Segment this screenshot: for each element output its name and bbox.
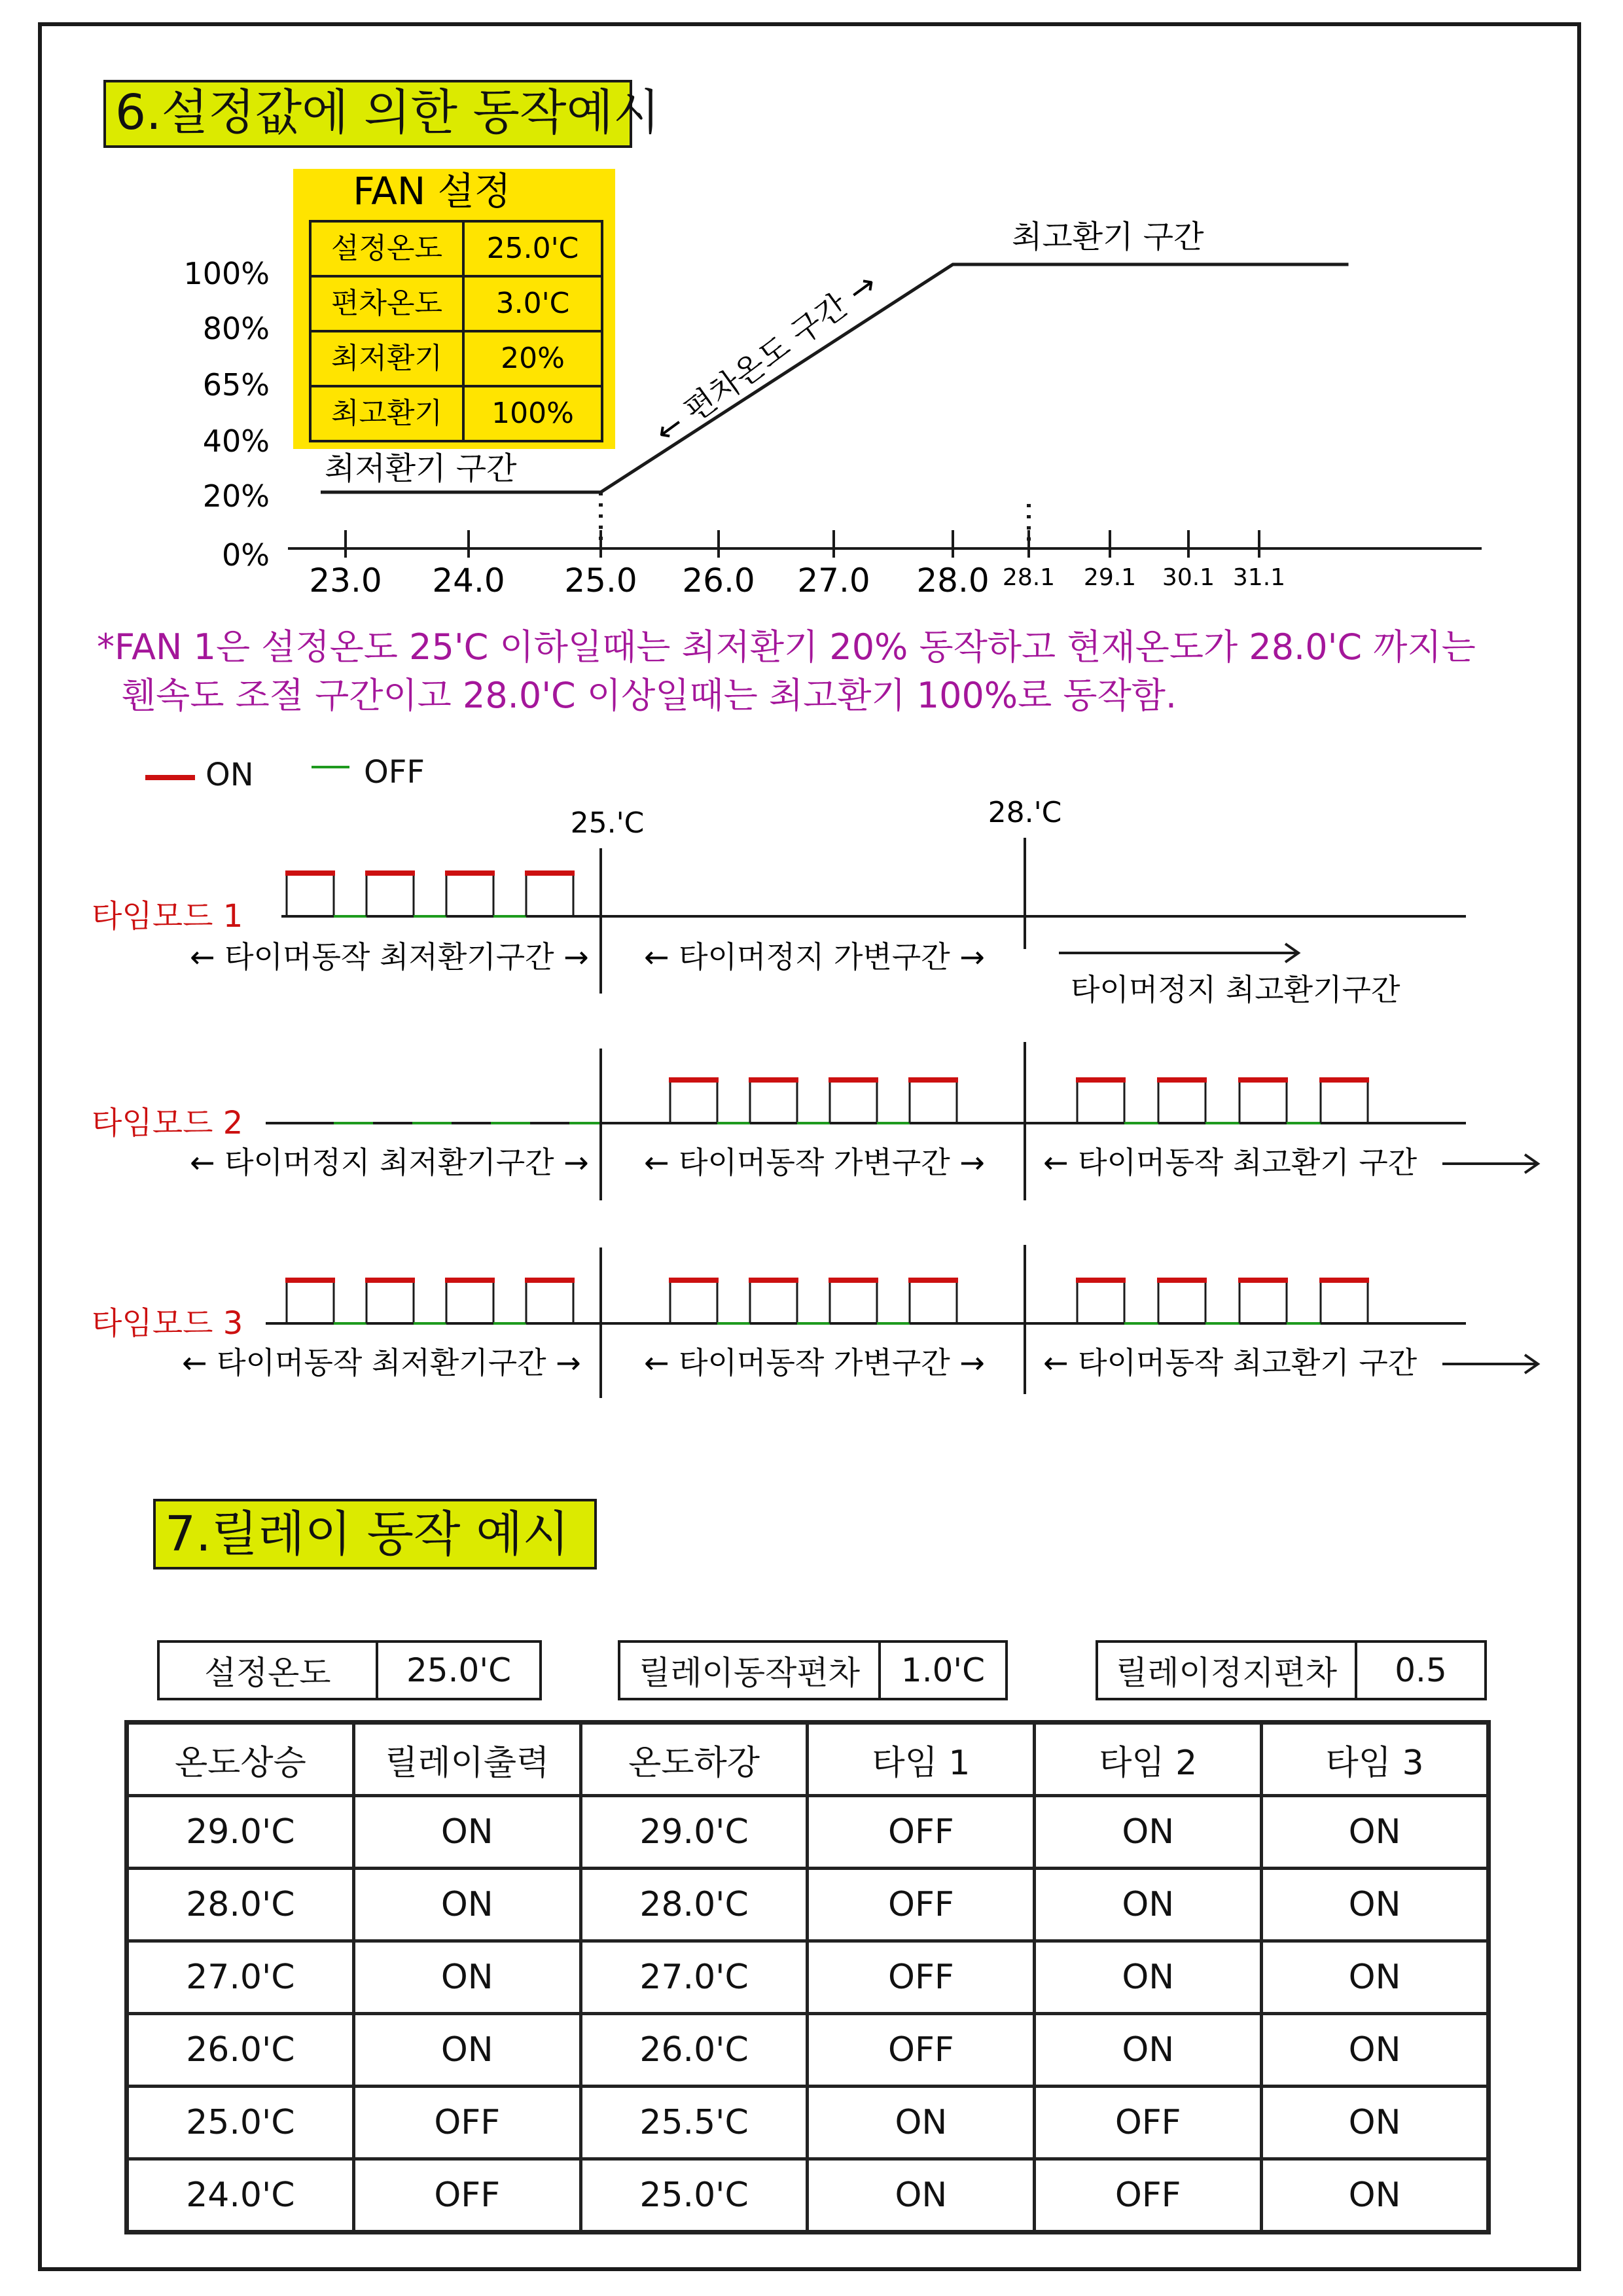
cell-timer-2: ON (1035, 1796, 1262, 1869)
deviation-zone-label: ← 편차온도 구간 → (648, 265, 884, 451)
cell-relay-output: ON (353, 2014, 580, 2087)
fan-setting-value: 3.0'C (495, 287, 570, 320)
mode-3-mid-pulse (750, 1280, 797, 1323)
y-tick-label: 20% (202, 478, 270, 514)
header-relay-output: 릴레이출력 (353, 1723, 580, 1796)
mode-1-pulse (446, 873, 493, 916)
cell-temp-rise: 28.0'C (127, 1869, 354, 1941)
y-tick-label: 80% (202, 311, 270, 346)
mode-2-zone-1: ← 타이머정지 최저환기구간 → (190, 1145, 589, 1180)
cell-temp-fall: 25.5'C (580, 2087, 808, 2159)
mode-3-zone-3: ← 타이머동작 최고환기 구간 (1043, 1345, 1418, 1380)
cell-timer-1: OFF (808, 1796, 1035, 1869)
x-tick-label: 31.1 (1232, 564, 1286, 591)
mode-2-mid-pulse (910, 1080, 957, 1123)
table-row (127, 1869, 1489, 1941)
temp-28-label: 28.'C (988, 796, 1062, 829)
header-timer-2: 타임 2 (1035, 1723, 1262, 1796)
x-tick-label: 24.0 (432, 562, 505, 600)
mode-2-mid-pulse (750, 1080, 797, 1123)
cell-timer-3: ON (1262, 2159, 1489, 2233)
cell-timer-1: OFF (808, 1941, 1035, 2014)
cell-timer-3: ON (1262, 1869, 1489, 1941)
fan-setting-value: 100% (491, 397, 574, 430)
fan-settings-title: FAN 설정 (353, 169, 511, 213)
cell-temp-rise: 24.0'C (127, 2159, 354, 2233)
mode-2-zone-3: ← 타이머동작 최고환기 구간 (1043, 1145, 1418, 1180)
x-tick-label: 29.1 (1083, 564, 1137, 591)
cell-relay-output: ON (353, 1869, 580, 1941)
mode-1-pulse (366, 873, 414, 916)
note-line-1: *FAN 1은 설정온도 25'C 이하일때는 최저환기 20% 동작하고 현재온도가 28.0'C 까지는 (97, 626, 1476, 668)
x-tick-label: 26.0 (682, 562, 755, 600)
section-7-title: 7.릴레이 동작 예시 (153, 1499, 597, 1570)
table-row (127, 2014, 1489, 2087)
mode-3-mid-pulse (910, 1280, 957, 1323)
param-relay-off-deviation (1096, 1640, 1487, 1700)
param-relay-on-deviation (618, 1640, 1008, 1700)
x-tick-label: 27.0 (797, 562, 870, 600)
header-temp-rise: 온도상승 (127, 1723, 354, 1796)
param-relay-off-deviation-label: 릴레이정지편차 (1098, 1643, 1357, 1698)
fan-setting-value: 20% (501, 342, 565, 375)
cell-timer-1: ON (808, 2159, 1035, 2233)
param-relay-on-deviation-label: 릴레이동작편차 (620, 1643, 881, 1698)
table-row (127, 1796, 1489, 1869)
cell-timer-2: ON (1035, 1869, 1262, 1941)
param-setpoint-label: 설정온도 (160, 1643, 378, 1698)
mode-3-right-pulse (1321, 1280, 1368, 1323)
fan-setting-label: 편차온도 (330, 287, 443, 320)
y-tick-label: 100% (183, 256, 270, 291)
fan-setting-label: 최저환기 (330, 342, 443, 375)
temp-25-label: 25.'C (570, 806, 645, 840)
mode-2-right-pulse (1321, 1080, 1368, 1123)
fan-setting-label: 설정온도 (330, 232, 443, 265)
cell-timer-2: ON (1035, 2014, 1262, 2087)
mode-3-right-pulse (1158, 1280, 1205, 1323)
mode-1-pulse (526, 873, 573, 916)
mode-2-right-pulse (1077, 1080, 1124, 1123)
cell-temp-rise: 26.0'C (127, 2014, 354, 2087)
fan-setting-value: 25.0'C (486, 232, 579, 265)
cell-timer-2: OFF (1035, 2087, 1262, 2159)
mode-1-zone-3: 타이머정지 최고환기구간 (1071, 972, 1400, 1007)
cell-timer-1: ON (808, 2087, 1035, 2159)
cell-temp-fall: 28.0'C (580, 1869, 808, 1941)
header-timer-3: 타임 3 (1262, 1723, 1489, 1796)
section-6-title: 6.설정값에 의한 동작예시 (103, 80, 632, 148)
cell-temp-fall: 25.0'C (580, 2159, 808, 2233)
y-tick-label: 0% (222, 537, 270, 573)
table-row (127, 2087, 1489, 2159)
mode-3-left-pulse (446, 1280, 493, 1323)
y-tick-label: 40% (202, 423, 270, 459)
header-temp-fall: 온도하강 (580, 1723, 808, 1796)
cell-timer-2: ON (1035, 1941, 1262, 2014)
note-line-2: 휀속도 조절 구간이고 28.0'C 이상일때는 최고환기 100%로 동작함. (122, 675, 1177, 716)
mode-3-mid-pulse (670, 1280, 717, 1323)
param-relay-off-deviation-value: 0.5 (1395, 1651, 1447, 1689)
mode-1-zone-2: ← 타이머정지 가변구간 → (644, 939, 985, 975)
header-timer-1: 타임 1 (808, 1723, 1035, 1796)
param-setpoint (157, 1640, 542, 1700)
mode-2-right-pulse (1240, 1080, 1287, 1123)
max-zone-label: 최고환기 구간 (1012, 219, 1204, 255)
cell-timer-2: OFF (1035, 2159, 1262, 2233)
cell-relay-output: OFF (353, 2159, 580, 2233)
cell-temp-fall: 29.0'C (580, 1796, 808, 1869)
cell-temp-rise: 27.0'C (127, 1941, 354, 2014)
mode-3-mid-pulse (830, 1280, 877, 1323)
mode-3-left-pulse (526, 1280, 573, 1323)
mode-1-label: 타임모드 1 (92, 898, 243, 935)
legend-on-label: ON (205, 757, 254, 793)
cell-temp-rise: 29.0'C (127, 1796, 354, 1869)
cell-timer-3: ON (1262, 2014, 1489, 2087)
mode-3-right-pulse (1077, 1280, 1124, 1323)
mode-3-zone-2: ← 타이머동작 가변구간 → (644, 1345, 985, 1380)
mode-1-zone-1: ← 타이머동작 최저환기구간 → (190, 939, 589, 975)
cell-timer-3: ON (1262, 1796, 1489, 1869)
table-row (127, 2159, 1489, 2233)
legend-off-label: OFF (364, 754, 425, 791)
x-tick-label: 25.0 (564, 562, 637, 600)
mode-3-right-pulse (1240, 1280, 1287, 1323)
cell-temp-fall: 26.0'C (580, 2014, 808, 2087)
mode-1-pulse (287, 873, 334, 916)
x-tick-label: 28.1 (1002, 564, 1056, 591)
mode-2-label: 타임모드 2 (92, 1105, 243, 1141)
y-tick-label: 65% (202, 367, 270, 403)
table-row (127, 1941, 1489, 2014)
cell-timer-3: ON (1262, 1941, 1489, 2014)
mode-2-mid-pulse (670, 1080, 717, 1123)
x-tick-label: 23.0 (309, 562, 382, 600)
mode-3-label: 타임모드 3 (92, 1305, 243, 1342)
mode-3-zone-1: ← 타이머동작 최저환기구간 → (182, 1345, 581, 1380)
min-zone-label: 최저환기 구간 (325, 450, 517, 487)
cell-relay-output: ON (353, 1796, 580, 1869)
param-setpoint-value: 25.0'C (406, 1651, 511, 1689)
mode-2-zone-2: ← 타이머동작 가변구간 → (644, 1145, 985, 1180)
mode-2-mid-pulse (830, 1080, 877, 1123)
x-tick-label: 30.1 (1162, 564, 1215, 591)
x-tick-label: 28.0 (916, 562, 990, 600)
table-header-row (127, 1723, 1489, 1796)
cell-relay-output: OFF (353, 2087, 580, 2159)
fan-setting-label: 최고환기 (330, 397, 443, 430)
cell-timer-3: ON (1262, 2087, 1489, 2159)
mode-3-left-pulse (366, 1280, 414, 1323)
param-relay-on-deviation-value: 1.0'C (901, 1651, 986, 1689)
cell-timer-1: OFF (808, 1869, 1035, 1941)
relay-table (124, 1720, 1491, 2234)
mode-2-right-pulse (1158, 1080, 1205, 1123)
mode-3-left-pulse (287, 1280, 334, 1323)
cell-temp-fall: 27.0'C (580, 1941, 808, 2014)
cell-temp-rise: 25.0'C (127, 2087, 354, 2159)
cell-timer-1: OFF (808, 2014, 1035, 2087)
cell-relay-output: ON (353, 1941, 580, 2014)
